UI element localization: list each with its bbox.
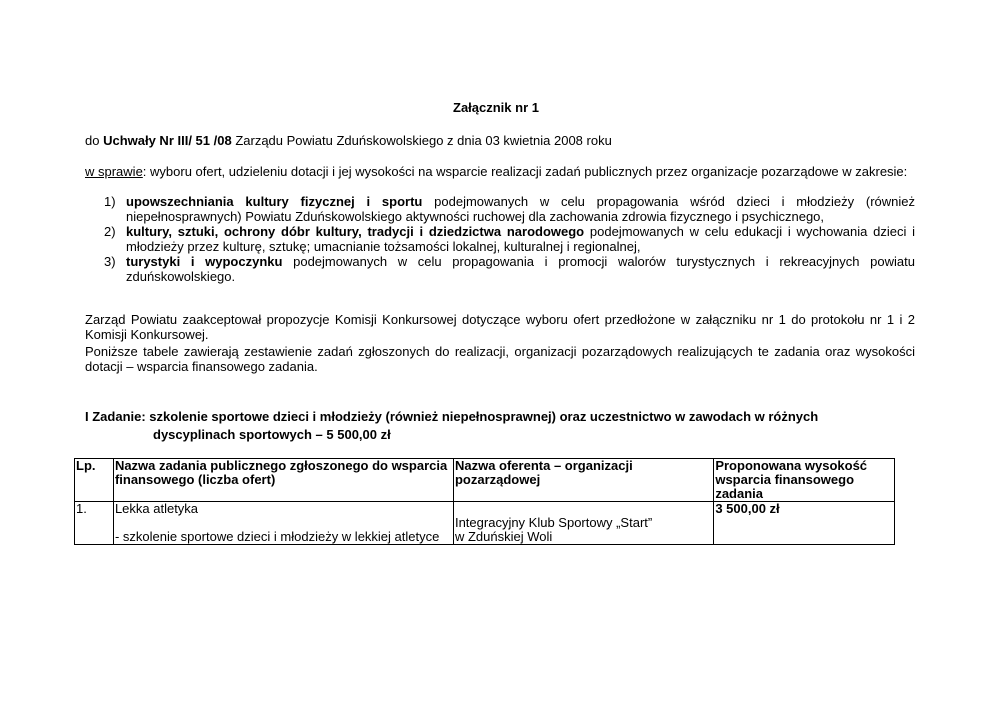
list-item-text: podejmowanych w celu propagowania wśród dzieci i młodzieży (również niepełnosprawnych) Powiatu Zduńskowolskiego aktywności ruchowej dla zachowania zdrowia fizycznego i psychicznego, xyxy=(126,194,916,224)
matter-text: : wyboru ofert, udzieleniu dotacji i jej wysokości na wsparcie realizacji zadań publicznych przez organizacje pozarządowe w zakresie: xyxy=(142,164,908,179)
scope-list xyxy=(85,194,915,284)
table-header-row xyxy=(75,459,895,502)
list-item xyxy=(85,254,915,284)
cell-amount: 3 500,00 zł xyxy=(714,502,895,545)
list-item-number: 3) xyxy=(104,254,116,269)
task-description: - szkolenie sportowe dzieci i młodzieży w lekkiej atletyce xyxy=(114,529,440,544)
list-item-number: 1) xyxy=(104,194,116,209)
header-organization: Nazwa oferenta – organizacji pozarządowej xyxy=(453,459,713,502)
header-amount: Proponowana wysokość wsparcia finansowego zadania xyxy=(714,459,895,502)
task-heading-line1: I Zadanie: szkolenie sportowe dzieci i młodzieży (również niepełnosprawnej) oraz uczestnictwo w zawodach w różnych xyxy=(85,409,819,424)
resolution-number: Uchwały Nr III/ 51 /08 xyxy=(103,133,232,148)
task-heading-line2: dyscyplinach sportowych – 5 500,00 zł xyxy=(153,427,391,442)
list-item-text: podejmowanych w celu edukacji i wychowania dzieci i młodzieży przez kulturę, sztukę; umacnianie tożsamości lokalnej, kulturalnej i regionalnej, xyxy=(126,224,915,254)
organization-location: w Zduńskiej Woli xyxy=(454,529,553,544)
list-item-bold: kultury, sztuki, ochrony dóbr kultury, tradycji i dziedzictwa narodowego xyxy=(126,224,585,239)
list-item-number: 2) xyxy=(104,224,116,239)
list-item-text: podejmowanych w celu propagowania i promocji walorów turystycznych i rekreacyjnych powiatu zduńskowolskiego. xyxy=(126,254,915,284)
task-name: Lekka atletyka xyxy=(114,501,199,516)
acceptance-paragraph: Zarząd Powiatu zaakceptował propozycje Komisji Konkursowej dotyczące wyboru ofert przedłożone w załączniku nr 1 do protokołu nr 1 i 2 Komisji Konkursowej. xyxy=(85,312,915,342)
list-item xyxy=(85,194,915,224)
table-row xyxy=(75,502,895,545)
list-item-bold: turystyki i wypoczynku xyxy=(126,254,283,269)
cell-task-name xyxy=(113,502,453,545)
list-item xyxy=(85,224,915,254)
page-title: Załącznik nr 1 xyxy=(453,100,539,115)
task-table xyxy=(74,458,895,545)
resolution-reference xyxy=(85,133,915,148)
intro-suffix: Zarządu Powiatu Zduńskowolskiego z dnia 03 kwietnia 2008 roku xyxy=(231,133,612,148)
intro-prefix: do xyxy=(85,133,104,148)
header-lp: Lp. xyxy=(75,459,114,502)
cell-organization xyxy=(453,502,713,545)
header-task-name: Nazwa zadania publicznego zgłoszonego do wsparcia finansowego (liczba ofert) xyxy=(113,459,453,502)
matter-label: w sprawie xyxy=(85,164,143,179)
matter-paragraph xyxy=(85,164,915,179)
organization-name: Integracyjny Klub Sportowy „Start” xyxy=(454,515,653,530)
cell-lp: 1. xyxy=(75,502,114,545)
task-heading xyxy=(85,408,915,444)
summary-paragraph: Poniższe tabele zawierają zestawienie zadań zgłoszonych do realizacji, organizacji pozarządowych realizujących te zadania oraz wysokości dotacji – wsparcia finansowego zadania. xyxy=(85,344,915,374)
list-item-bold: upowszechniania kultury fizycznej i sportu xyxy=(126,194,423,209)
